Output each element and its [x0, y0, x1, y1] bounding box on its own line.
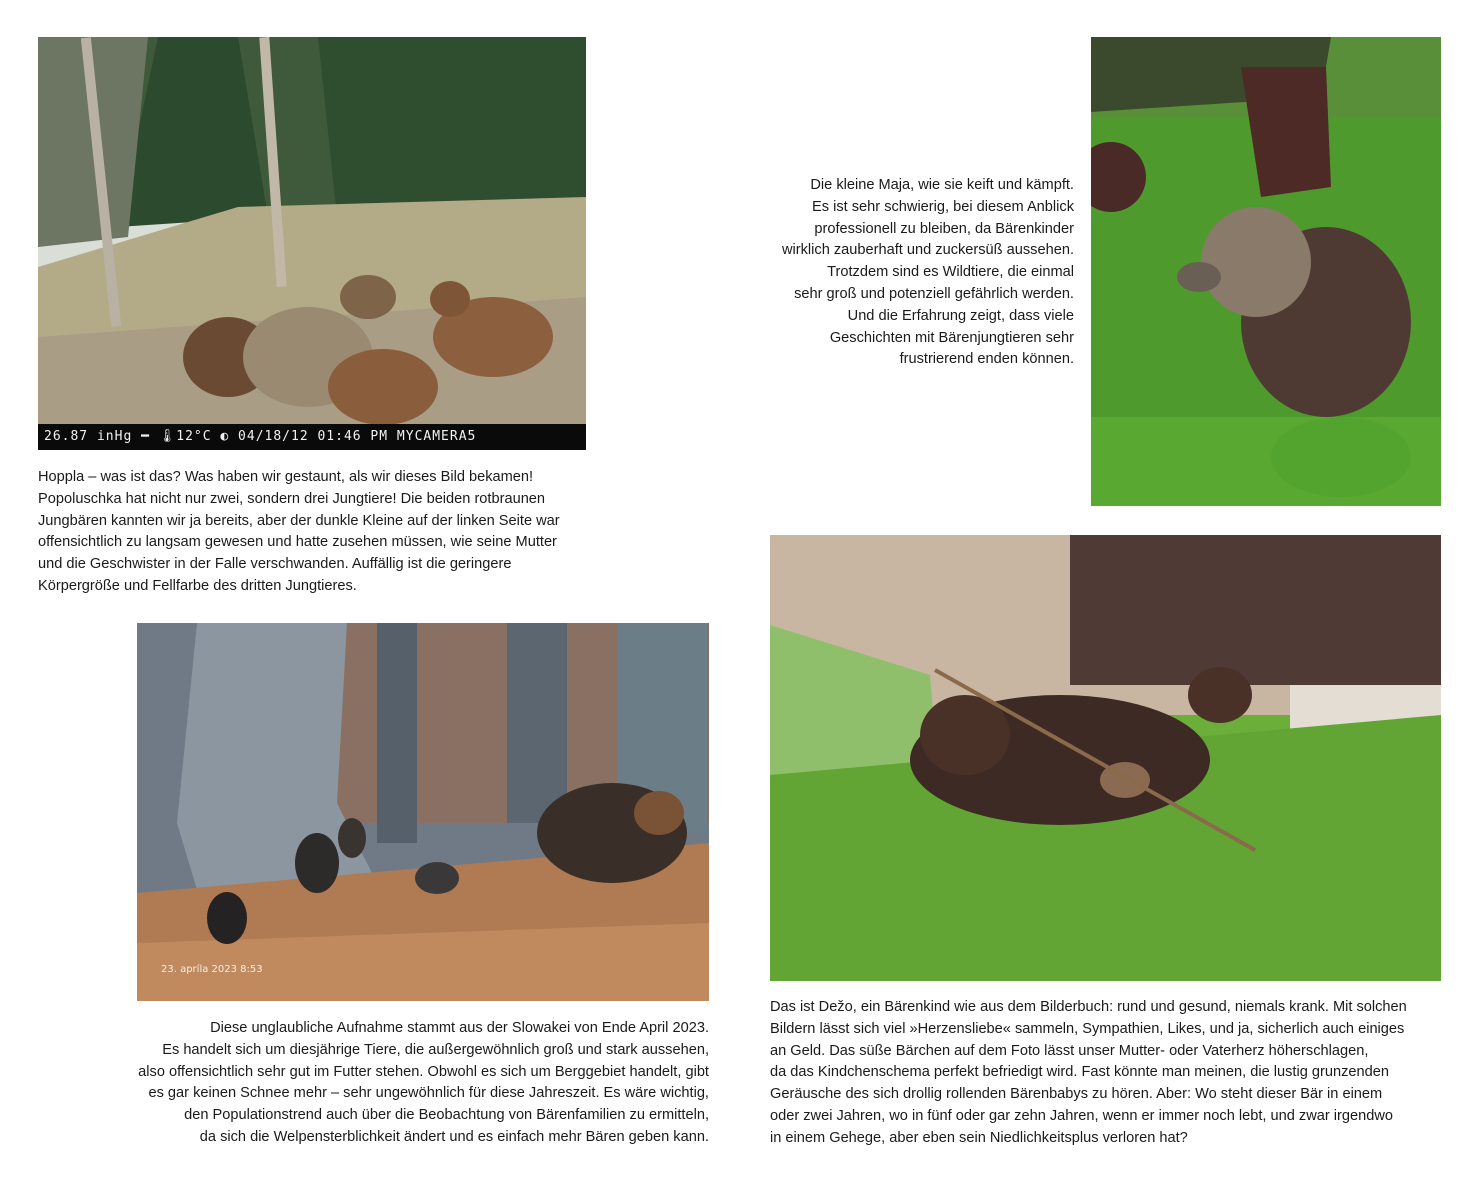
photo-timestamp: 23. apríla 2023 8:53 [161, 964, 263, 975]
caption-line: es gar keinen Schnee mehr – sehr ungewöhnlich für diese Jahreszeit. Es wäre wichtig, [148, 1085, 709, 1102]
dezo-image [770, 535, 1441, 981]
slovakia-caption [138, 1018, 709, 1149]
caption-line: oder zwei Jahren, wo in fünf oder gar zehn Jahren, wenn er immer noch lebt, und zwar irgendwo [770, 1107, 1393, 1124]
dezo-photo [770, 535, 1441, 981]
caption-line: Es ist sehr schwierig, bei diesem Anblick [812, 198, 1074, 215]
caption-line: offensichtlich zu langsam gewesen und hatte zusehen müssen, wie seine Mutter [38, 534, 557, 551]
maja-photo [1091, 37, 1441, 506]
caption-line: Jungbären kannten wir ja bereits, aber der dunkle Kleine auf der linken Seite war [38, 512, 560, 529]
caption-line: wirklich zauberhaft und zuckersüß aussehen. [781, 242, 1074, 259]
camera-data-overlay: 26.87 inHg ━ 🌡12°C ◐ 04/18/12 01:46 PM MYCAMERA5 [38, 424, 586, 450]
trailcam-photo [38, 37, 586, 450]
caption-line: den Populationstrend auch über die Beobachtung von Bärenfamilien zu ermitteln, [184, 1107, 709, 1124]
caption-line: professionell zu bleiben, da Bärenkinder [814, 220, 1074, 237]
trailcam-caption [38, 467, 560, 598]
caption-line: da das Kindchenschema perfekt befriedigt wird. Fast könnte man meinen, die lustig grunzenden [770, 1064, 1389, 1081]
caption-line: Die kleine Maja, wie sie keift und kämpft. [810, 177, 1074, 193]
caption-line: und die Geschwister in der Falle verschwanden. Auffällig ist die geringere [38, 556, 512, 573]
caption-line: Bildern lässt sich viel »Herzensliebe« sammeln, Sympathien, Likes, und ja, sicherlich auch einiges [770, 1020, 1405, 1037]
caption-line: Hoppla – was ist das? Was haben wir gestaunt, als wir dieses Bild bekamen! [38, 469, 534, 485]
caption-line: Es handelt sich um diesjährige Tiere, die außergewöhnlich groß und stark aussehen, [162, 1041, 709, 1058]
caption-line: Popoluschka hat nicht nur zwei, sondern drei Jungtiere! Die beiden rotbraunen [38, 490, 546, 507]
caption-line: Diese unglaubliche Aufnahme stammt aus der Slowakei von Ende April 2023. [210, 1020, 709, 1036]
caption-line: in einem Gehege, aber eben sein Niedlichkeitsplus verloren hat? [770, 1129, 1188, 1146]
caption-line: sehr groß und potenziell gefährlich werden. [794, 285, 1074, 302]
caption-line: da sich die Welpensterblichkeit ändert und es einfach mehr Bären geben kann. [199, 1128, 709, 1145]
caption-line: an Geld. Das süße Bärchen auf dem Foto lässt unser Mutter- oder Vaterherz höherschlagen, [770, 1042, 1369, 1059]
maja-image [1091, 37, 1441, 506]
caption-line: frustrierend enden können. [899, 351, 1074, 368]
caption-line: Geschichten mit Bärenjungtieren sehr [829, 329, 1074, 346]
caption-line: Das ist Dežo, ein Bärenkind wie aus dem Bilderbuch: rund und gesund, niemals krank. Mit solchen [770, 999, 1407, 1015]
caption-line: Geräusche des sich drollig rollenden Bärenbabys zu hören. Aber: Wo steht dieser Bär in einem [770, 1086, 1383, 1103]
dezo-caption [770, 997, 1407, 1150]
maja-caption [782, 175, 1074, 371]
slovakia-image [137, 623, 709, 1001]
caption-line: Körpergröße und Fellfarbe des dritten Jungtieres. [38, 577, 357, 594]
caption-line: also offensichtlich sehr gut im Futter stehen. Obwohl es sich um Berggebiet handelt, gibt [138, 1063, 709, 1080]
trailcam-image [38, 37, 586, 450]
caption-line: Und die Erfahrung zeigt, dass viele [847, 307, 1074, 324]
caption-line: Trotzdem sind es Wildtiere, die einmal [827, 264, 1074, 281]
slovakia-photo [137, 623, 709, 1001]
